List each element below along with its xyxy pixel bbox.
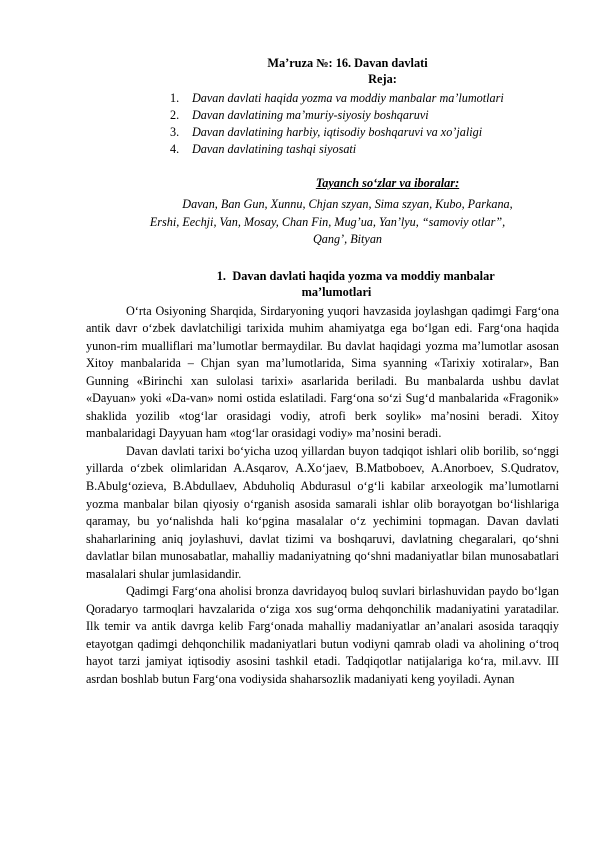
keywords-line: Qang’, Bityan: [312, 232, 383, 246]
plan-item: [170, 90, 559, 107]
plan-item-text: Davan davlatining ma’muriy-siyosiy boshqaruvi: [192, 108, 429, 122]
section-heading-line: ma’lumotlari: [301, 284, 372, 299]
section-heading-line: [86, 268, 559, 284]
plan-item-text: Davan davlati haqida yozma va moddiy manbalar ma’lumotlari: [192, 91, 504, 105]
section-number: 1.: [216, 268, 226, 283]
plan-item-number: 2.: [170, 108, 180, 122]
plan-item-number: 4.: [170, 142, 180, 156]
keywords-line: Davan, Ban Gun, Xunnu, Chjan szyan, Sima szyan, Kubo, Parkana,: [182, 197, 513, 211]
plan-heading: Reja:: [368, 72, 397, 86]
body-paragraph: Qadimgi Farg‘ona aholisi bronza davridayoq buloq suvlari birlashuvidan paydo bo‘lgan Qoradaryo tarmoqlari havzalarida o‘ziga xos sug‘orma dehqonchilik madaniyatini yaratadilar. Ilk temir va antik davrga kelib Farg‘onada mahalliy madaniyatlar an’analari asosida taraqqiy etayotgan qadimgi dehqonchilik madaniyatlari butun vodiyni qamrab oladi va aholining o‘troq hayot tarzi jamiyat iqtisodiy asosini tashkil etadi. Tadqiqotlar natijalariga ko‘ra, mil.avv. III asrdan boshlab butun Farg‘ona vodiysida shaharsozlik madaniyati keng yoyiladi. Aynan: [86, 584, 559, 686]
lecture-title: Ma’ruza №: 16. Davan davlati: [267, 56, 428, 70]
body-paragraph: O‘rta Osiyoning Sharqida, Sirdaryoning yuqori havzasida joylashgan qadimgi Farg‘ona antik davr o‘zbek davlatchiligi tarixida muhim ahamiyatga ega bo‘lgan edi. Farg‘ona haqida yunon-rim mualliflari ma’lumotlar bermaydilar. Bu davlat haqidagi yozma ma’lumotlar asosan Xitoy manbalarida – Chjan syan ma’lumotlarida, Sima syanning «Tarixiy xotiralar», Ban Gunning «Birinchi xan sulolasi tarixi» asarlarida beriladi. Bu manbalarda ushbu davlat «Dayuan» yoki «Da-van» nomi ostida eslatiladi. Farg‘ona so‘zi Sug‘d manbalarida «Fragonik» shaklida yozilib «tog‘lar orasidagi vodiy, atrofi berk soylik» ma’nosini beradi. Xitoy manbalaridagi Dayyuan ham «tog‘lar orasidagi vodiy» ma’nosini beradi.: [86, 303, 559, 441]
plan-item-number: 3.: [170, 125, 180, 139]
section-heading: [86, 268, 559, 300]
keywords-line: Ershi, Eechji, Van, Mosay, Chan Fin, Mug’ua, Yan’lyu, “samoviy otlar”,: [149, 214, 506, 229]
plan-item-text: Davan davlatining tashqi siyosati: [192, 142, 357, 156]
body-paragraph: Davan davlati tarixi bo‘yicha uzoq yillardan buyon tadqiqot ishlari olib borilib, so‘nggi yillarda o‘zbek olimlaridan A.Asqarov, A.Xo‘jaev, B.Matboboev, A.Anorboev, S.Qudratov, B.Abulg‘ozieva, B.Abdullaev, Abduholiq Abdurasul o‘g‘li kabilar arxeologik ma’lumotlarni yozma manbalar bilan qiyosiy o‘rganish asosida samarali ishlar olib borayotgan bo‘lishlariga qaramay, bu yo‘nalishda hali ko‘pgina masalalar o‘z yechimini topmagan. Davan davlati shaharlarining aniq joylashuvi, davlat tizimi va boshqaruvi, davlatning chegaralari, qo‘shni davlatlar bilan munosabatlar, mahalliy madaniyatning qo‘shni madaniyatlar bilan munosabatlari masalalari shular jumlasidandir.: [86, 443, 559, 581]
plan-list: [86, 90, 559, 158]
plan-item-text: Davan davlatining harbiy, iqtisodiy boshqaruvi va xo’jaligi: [192, 125, 483, 139]
keywords-text: [86, 196, 559, 249]
keywords-heading: Tayanch so‘zlar va iboralar:: [315, 176, 460, 190]
plan-item-number: 1.: [170, 91, 180, 105]
plan-item: [170, 124, 559, 141]
section-heading-text: Davan davlati haqida yozma va moddiy manbalar: [232, 268, 495, 283]
plan-item: [170, 141, 559, 158]
document-page: [86, 55, 559, 689]
plan-item: [170, 107, 559, 124]
